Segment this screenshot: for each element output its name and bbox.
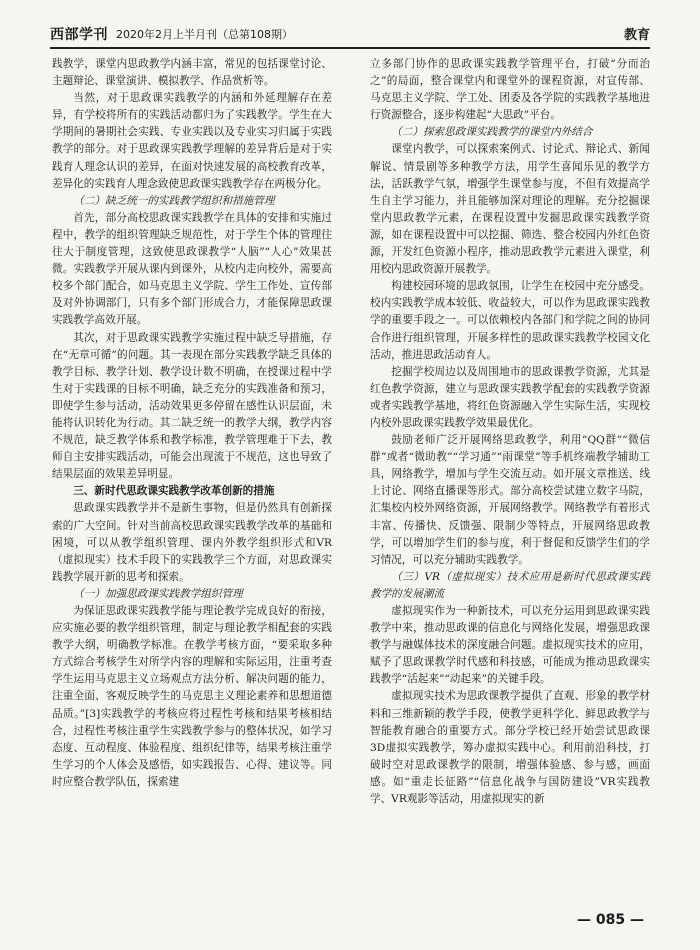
page-number: — 085 — [577, 912, 644, 928]
section-heading: （一）加强思政课实践教学组织管理 [73, 587, 243, 600]
paragraph: 践教学，课堂内思政教学内涵丰富，常见的包括课堂讨论、主题辩论、课堂演讲、模拟教学、作品赏析等。 [52, 58, 332, 88]
paragraph: 虚拟现实技术为思政课教学提供了直观、形象的教学材料和三维新颖的教学手段，使教学更科学化、鲜思政教学与智能教育融合的重要方式。部分学校已经开始尝试思政课3D虚拟实践教学，筹办虚拟实践中心。利用前沿科技，打破时空对思政课教学的限制，增强体验感、参与感，画面感。如“重走长征路”“信息化战争与国防建设”VR实践教学、VR观影等活动，用虚拟现实的新 [370, 690, 650, 806]
section-heading: （三）VR（虚拟现实）技术应用是新时代思政课实践教学的发展潮流 [370, 570, 650, 600]
issue-info: 2020年2月上半月刊（总第108期） [116, 28, 293, 41]
paragraph: 当然，对于思政课实践教学的内涵和外延理解存在差异，有学校将所有的实践活动都归为了实践教学。学生在大学期间的暑期社会实践、专业实践以及专业实习归属于实践教学的部分。对于思政课实践教学理解的差异背后是对于实践育人理念认识的差异，在面对快速发展的高校教育改革，差异化的实践育人理念致使思政课实践教学存在两极分化。 [52, 92, 332, 190]
section-heading: （二）探索思政课实践教学的课堂内外结合 [391, 126, 593, 139]
paragraph: 鼓励老师广泛开展网络思政教学，利用“QQ群”“微信群”或者“微助教”“学习通”“雨课堂”等手机终端教学辅助工具，网络教学，增加与学生交流互动。如开展文章推送、线上讨论、网络直播课等形式。部分高校尝试建立数字马院，汇集校内校外网络资源，开展网络教学。网络教学有着形式丰富、传播快、反馈强、限制少等特点，开展网络思政教学，可以增加学生们的参与度，利于督促和反馈学生们的学习情况，可以充分辅助实践教学。 [370, 434, 650, 566]
paragraph: 为保证思政课实践教学能与理论教学完成良好的衔接，应实施必要的教学组织管理，制定与理论教学相配套的实践教学大纲，明确教学标准。在教学考核方面，“要采取多种方式综合考核学生对所学内容的理解和实际运用，注重考查学生运用马克思主义立场观点方法分析、解决问题的能力，注重全面、客观反映学生的马克思主义理论素养和思想道德品质。”[3]实践教学的考核应将过程性考核和结果考核相结合，过程性考核注重学生实践教学参与的整体状况，如学习态度、互动程度、体验程度、组织纪律等，结果考核注重学生学习的个人体会及感悟，如实践报告、心得、建议等。同时应整合教学队伍，探索建 [52, 605, 332, 788]
paragraph: 虚拟现实作为一种新技术，可以充分运用到思政课实践教学中来，推动思政课的信息化与网络化发展，增强思政课教学与融媒体技术的深度融合问题。虚拟现实技术的应用，赋予了思政课教学时代感和科技感，可能成为推动思政课实践教学“活起来”“动起来”的关键手段。 [370, 605, 650, 686]
header-rule [50, 47, 650, 49]
left-column [52, 56, 332, 791]
section-heading: （二）缺乏统一的实践教学组织和措施管理 [73, 194, 275, 207]
paragraph: 课堂内教学，可以探索案例式、讨论式、辩论式、新闻解说、情景剧等多种教学方法，用学生喜闻乐见的教学方法，活跃教学气氛，增强学生课堂参与度，不但有效提高学生自主学习能力，并且能够加深对理论的理解。充分挖掘课堂内思政教学元素，在课程设置中发掘思政课实践教学资源，如在课程设置中可以挖掘、筛选、整合校园内外红色资源，开发红色资源小程序，推动思政教学元素进入课堂，利用校内思政资源开展教学。 [370, 143, 650, 276]
paragraph: 其次，对于思政课实践教学实施过程中缺乏导措施，存在“无章可循”的问题。其一表现在部分实践教学缺乏具体的教学目标、教学计划、教学设计数不明确，在授课过程中学生对于实践课的目标不明确，缺乏充分的实践准备和预习，即使学生参与活动，活动效果更多停留在感性认识层面，未能将认识转化为行动。其二缺乏统一的教学大纲，教学内容不规范，缺乏教学体系和教学标准，教学管理难于下去，教师自主安排实践活动，可能会出现流于不规范，这也导致了结果层面的效果差异明显。 [52, 331, 332, 481]
paragraph: 挖掘学校周边以及周围地市的思政课教学资源，尤其是红色教学资源，建立与思政课实践教学配套的实践教学资源或者实践教学基地，将红色资源融入学生实际生活，实现校内校外思政课实践教学效果最优化。 [370, 365, 650, 429]
journal-masthead: 西部学刊 [50, 27, 108, 43]
right-column [370, 56, 650, 808]
paragraph: 思政课实践教学并不是新生事物，但是仍然具有创新探索的广大空间。针对当前高校思政课实践教学改革的基础和困境，可以从教学组织管理、课内外教学组织形式和VR（虚拟现实）技术手段下的实践教学三个方面，对思政课实践教学展开新的思考和探索。 [52, 502, 332, 583]
paragraph: 构建校园环境的思政氛围，让学生在校园中充分感受。校内实践教学成本较低、收益较大，可以作为思政课实践教学的重要手段之一。可以依赖校内各部门和学院之间的协同合作进行组织管理，开展多样性的思政课实践教学校园文化活动，推进思政活动育人。 [370, 280, 650, 361]
section-label: 教育 [623, 28, 650, 43]
paragraph: 首先，部分高校思政课实践教学在具体的安排和实施过程中，教学的组织管理缺乏规范性，对于学生个体的管理往往大于制度管理，这致使思政课教学“人脑”“人心”效果甚微。实践教学开展从课内到课外，从校内走向校外，需要高校多个部门配合，如马克思主义学院、学生工作处、宣传部及对外协调部门，只有多个部门形成合力，才能保障思政课实践教学高效开展。 [52, 211, 332, 327]
section-heading: 三、新时代思政课实践教学改革创新的措施 [73, 485, 275, 498]
paragraph: 立多部门协作的思政课实践教学管理平台，打破“分而治之”的局面，整合课堂内和课堂外的课程资源，对宣传部、马克思主义学院、学工处、团委及各学院的实践教学基地进行资源整合，逐步构建起“大思政”平台。 [370, 58, 650, 122]
running-header [50, 24, 650, 44]
